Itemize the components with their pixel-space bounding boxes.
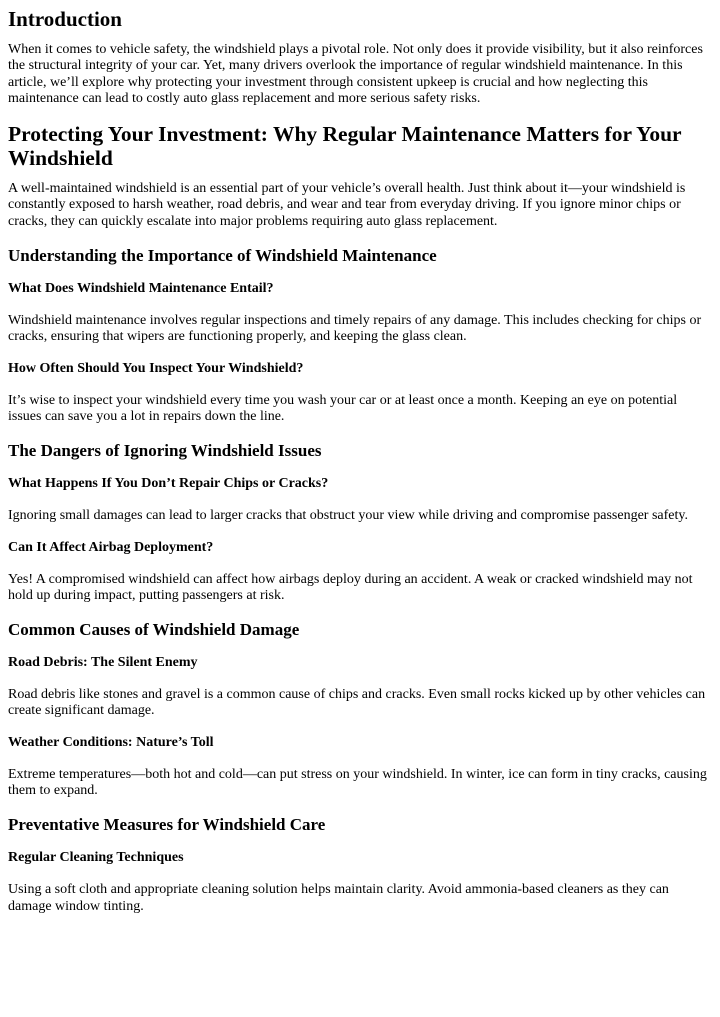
subsection-paragraph: Yes! A compromised windshield can affect how airbags deploy during an accident. A weak or cracked windshield may not hold up during impact, putting passengers at risk. [8,571,693,603]
section-heading: Understanding the Importance of Windshield Maintenance [8,246,437,266]
main-paragraph: A well-maintained windshield is an essential part of your vehicle’s overall health. Just think about it—your windshield is constantly exposed to harsh weather, road debris, and wear and tear from everyday driving. If you ignore minor chips or cracks, they can quickly escalate into major problems requiring auto glass replacement. [8,181,686,229]
subsection-heading: How Often Should You Inspect Your Windshield? [8,360,304,376]
subsection-paragraph: Extreme temperatures—both hot and cold—can put stress on your windshield. In winter, ice can form in tiny cracks, causing them to expand. [8,766,707,799]
section-prevention [8,815,712,915]
intro-heading: Introduction [8,7,122,31]
main-heading: Protecting Your Investment: Why Regular Maintenance Matters for Your Windshield [8,122,682,171]
section-causes [8,620,712,799]
subsection-paragraph: Road debris like stones and gravel is a common cause of chips and cracks. Even small rocks kicked up by other vehicles can create significant damage. [8,687,706,719]
section-heading: Common Causes of Windshield Damage [8,620,300,640]
subsection-paragraph: Ignoring small damages can lead to larger cracks that obstruct your view while driving and compromise passenger safety. [8,508,688,524]
subsection-paragraph: Using a soft cloth and appropriate cleaning solution helps maintain clarity. Avoid ammonia-based cleaners as they can damage window tinting. [8,882,669,914]
subsection-heading: Road Debris: The Silent Enemy [8,655,198,671]
section-importance [8,246,712,425]
subsection-heading: What Happens If You Don’t Repair Chips or Cracks? [8,476,329,492]
subsection-heading: What Does Windshield Maintenance Entail? [8,281,274,297]
subsection-paragraph: It’s wise to inspect your windshield every time you wash your car or at least once a month. Keeping an eye on potential issues can save you a lot in repairs down the line. [8,392,678,424]
section-dangers [8,441,712,604]
subsection-heading: Weather Conditions: Nature’s Toll [8,734,214,750]
subsection-paragraph: Windshield maintenance involves regular inspections and timely repairs of any damage. This includes checking for chips or cracks, ensuring that wipers are functioning properly, and keeping the glass clean. [8,313,702,345]
intro-paragraph: When it comes to vehicle safety, the windshield plays a pivotal role. Not only does it provide visibility, but it also reinforces the structural integrity of your car. Yet, many drivers overlook the importance of regular windshield maintenance. In this article, we’ll explore why protecting your investment through consistent upkeep is crucial and how neglecting this maintenance can lead to costly auto glass replacement and more serious safety risks. [8,42,703,106]
subsection-heading: Can It Affect Airbag Deployment? [8,539,214,555]
section-heading: Preventative Measures for Windshield Care [8,815,326,835]
section-heading: The Dangers of Ignoring Windshield Issues [8,441,322,461]
subsection-heading: Regular Cleaning Techniques [8,850,184,866]
